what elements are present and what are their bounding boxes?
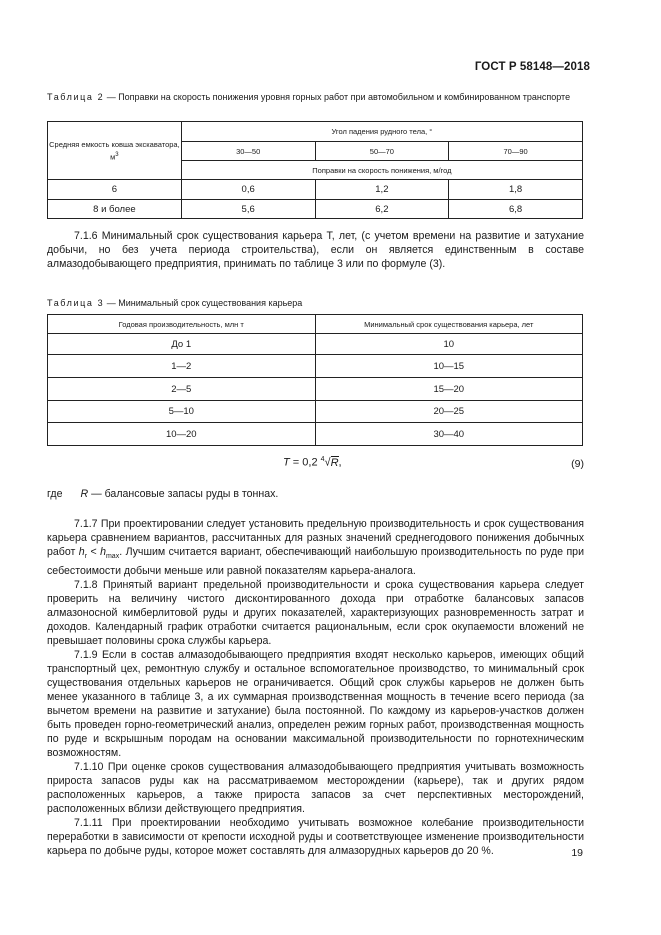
table-cell: 1—2 — [48, 355, 316, 378]
table3-caption-label: Таблица 3 — [47, 298, 105, 308]
table2-caption-label: Таблица 2 — [47, 92, 105, 102]
table-row — [48, 334, 583, 355]
table2-angle-3: 70—90 — [449, 142, 583, 161]
table2 — [47, 121, 583, 219]
table-cell: 10 — [315, 334, 582, 355]
table2-header-capacity: Средняя емкость ковша экскаватора, $м^3$ — [48, 122, 182, 180]
paragraph-7-1-6: 7.1.6 Минимальный срок существования карьера T, лет, (с учетом времени на развитие и затухание добычи, но без учета периода строительства), если он является единственным в составе алмазодобывающего предприятия, принимать по таблице 3 или по формуле (3). — [47, 230, 584, 270]
paragraph-7-1-11: 7.1.11 При проектировании необходимо учитывать возможное колебание производительности переработки в зависимости от крепости исходной руды и соответствующее изменение производительности карьера по добыче руды, которое может составлять для алмазорудных карьеров до 20 %. — [47, 817, 584, 858]
table-cell: 20—25 — [315, 401, 582, 423]
formula-tail: , — [338, 456, 342, 469]
body-text — [47, 517, 584, 858]
table2-subheader: Поправки на скорость понижения, м/год — [181, 161, 582, 180]
paragraph-7-1-8: 7.1.8 Принятый вариант предельной производительности и срока существования карьера следует проверить на величину чистого дисконтированного дохода при отработке балансовых запасов алмазоносной кимберлитовой руды и других показателей, характеризующих разновременность затрат и доходов. Календарный график отработки считается рациональным, если срок окупаемости вложений не превышает половины срока службы карьера. — [47, 579, 584, 648]
page-number: 19 — [571, 847, 583, 859]
table-cell: 10—15 — [315, 355, 582, 378]
formula-number: (9) — [571, 458, 584, 470]
formula-explanation: где R — балансовые запасы руды в тоннах. — [47, 488, 279, 500]
table-row — [48, 378, 583, 401]
table-row — [48, 355, 583, 378]
table-cell: 6,2 — [315, 200, 449, 219]
table-row — [48, 423, 583, 446]
table-row — [48, 200, 583, 219]
table-cell: 5—10 — [48, 401, 316, 423]
paragraph-7-1-7: 7.1.7 При проектировании следует установить предельную производительность и срок существования карьера сравнением вариантов, рассчитанных для разных значений среднегодового понижения добычных работ $h_r < h_{max}$. Лучшим считается вариант, обеспечивающий наибольшую производительность по руде при себестоимости добычи меньше или равной показателям карьера-аналога. — [47, 518, 584, 578]
paragraph-7-1-10: 7.1.10 При оценке сроков существования алмазодобывающего предприятия учитывать возможность прироста запасов руды как на рассматриваемом месторождении (карьере), так и других рядом расположенных карьеров, а также прироста запасов за счет перспективных месторождений, расположенных вблизи действующего предприятия. — [47, 761, 584, 816]
table-cell: 0,6 — [181, 180, 315, 200]
table3-caption — [47, 297, 584, 309]
paragraph-7-1-9: 7.1.9 Если в состав алмазодобывающего предприятия входят несколько карьеров, имеющих общий транспортный цех, ремонтную службу и остальное вспомогательное производство, то минимальный срок существования отдельных карьеров не ограничивается. Общий срок службы карьеров не должен быть менее указанного в таблице 3, а их суммарная производственная мощность в течение всего периода (за вычетом времени на развитие и затухание) была постоянной. По каждому из карьеров-участков должен быть проведен горно-геометрический анализ, определен режим горных работ, производственная мощность по руде и вскрышным породам на основании максимальной производительности по горнотехническим возможностям. — [47, 649, 584, 760]
table-cell: 8 и более — [48, 200, 182, 219]
table-cell: 15—20 — [315, 378, 582, 401]
table2-angle-1: 30—50 — [181, 142, 315, 161]
table3-header-production: Годовая производительность, млн т — [48, 315, 316, 334]
table-cell: 1,8 — [449, 180, 583, 200]
table-cell: 2—5 — [48, 378, 316, 401]
table-cell: До 1 — [48, 334, 316, 355]
root-sign-icon: √ — [324, 456, 331, 469]
formula — [283, 456, 342, 469]
table-cell: 6,8 — [449, 200, 583, 219]
table-row — [48, 180, 583, 200]
table3 — [47, 314, 583, 446]
table-cell: 30—40 — [315, 423, 582, 446]
formula-root-index: 4 — [320, 456, 325, 463]
table-cell: 10—20 — [48, 423, 316, 446]
formula-lhs: T — [283, 456, 290, 469]
standard-designation: ГОСТ Р 58148—2018 — [474, 61, 590, 73]
table2-header-angle: Угол падения рудного тела, ° — [181, 122, 582, 142]
table-cell: 1,2 — [315, 180, 449, 200]
table-row — [48, 401, 583, 423]
table3-caption-text: — Минимальный срок существования карьера — [104, 298, 303, 308]
table-cell: 5,6 — [181, 200, 315, 219]
table2-caption — [47, 91, 584, 103]
table3-header-term: Минимальный срок существования карьера, лет — [315, 315, 582, 334]
table-cell: 6 — [48, 180, 182, 200]
table2-caption-text: — Поправки на скорость понижения уровня горных работ при автомобильном и комбинированном транспорте — [104, 92, 571, 102]
formula-radicand: R — [330, 456, 339, 469]
formula-eq: = 0,2 — [289, 456, 321, 469]
table2-angle-2: 50—70 — [315, 142, 449, 161]
